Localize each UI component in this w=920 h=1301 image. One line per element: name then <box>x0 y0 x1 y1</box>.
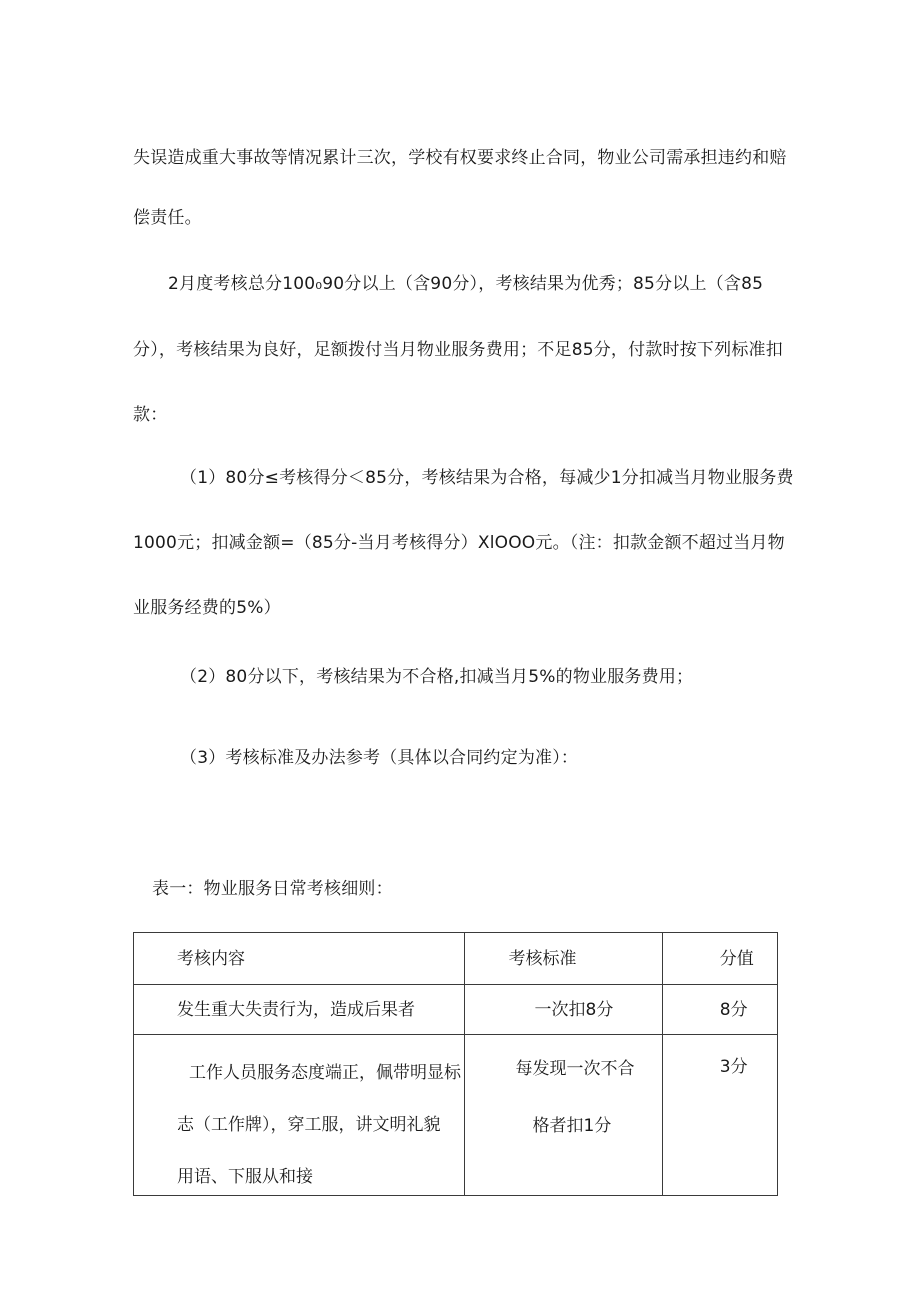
row-2-score-cell <box>662 1035 777 1196</box>
paragraph-3-line-3: 业服务经费的5%） <box>133 598 281 618</box>
header-cell-standard <box>464 933 662 985</box>
assessment-table <box>133 932 778 1196</box>
header-score-label: 分值 <box>719 949 754 969</box>
paragraph-2-line-2: 分），考核结果为良好，足额拨付当月物业服务费用；不足85分，付款时按下列标准扣 <box>133 340 783 360</box>
table-row <box>134 985 778 1035</box>
table-header-row <box>134 933 778 985</box>
table-row <box>134 1035 778 1196</box>
row-2-score: 3分 <box>719 1057 748 1077</box>
row-1-content: 发生重大失责行为，造成后果者 <box>177 1000 415 1020</box>
row-2-standard-line-2: 格者扣1分 <box>532 1116 612 1136</box>
paragraph-4-line-1: （2）80分以下，考核结果为不合格,扣减当月5%的物业服务费用； <box>180 667 694 687</box>
row-2-standard-line-1: 每发现一次不合 <box>515 1059 635 1079</box>
paragraph-1-line-1: 失误造成重大事故等情况累计三次，学校有权要求终止合同，物业公司需承担违约和赔 <box>133 148 787 168</box>
row-1-score-cell <box>662 985 777 1035</box>
row-1-standard-cell <box>464 985 662 1035</box>
header-cell-score <box>662 933 777 985</box>
row-2-content-line-2: 志（工作牌），穿工服，讲文明礼貌 <box>177 1115 441 1135</box>
row-2-content-cell <box>134 1035 465 1196</box>
paragraph-1-line-2: 偿责任。 <box>133 208 202 228</box>
paragraph-2-line-1: 2月度考核总分100₀90分以上（含90分），考核结果为优秀；85分以上（含85 <box>168 274 764 294</box>
row-1-standard: 一次扣8分 <box>534 1000 614 1020</box>
row-1-content-cell <box>134 985 465 1035</box>
paragraph-3-line-2: 1000元；扣减金额=（85分-当月考核得分）XlOOO元。（注：扣款金额不超过当月物 <box>133 533 785 553</box>
paragraph-5-line-1: （3）考核标准及办法参考（具体以合同约定为准）： <box>180 748 579 768</box>
header-cell-content <box>134 933 465 985</box>
row-2-content-line-1: 工作人员服务态度端正，佩带明显标 <box>189 1063 461 1083</box>
table-caption: 表一：物业服务日常考核细则： <box>152 879 393 899</box>
row-1-score: 8分 <box>719 1000 748 1020</box>
paragraph-2-line-3: 款： <box>133 405 168 425</box>
header-standard-label: 考核标准 <box>508 949 577 969</box>
row-2-content-line-3: 用语、下服从和接 <box>177 1167 313 1187</box>
paragraph-3-line-1: （1）80分≤考核得分＜85分，考核结果为合格，每减少1分扣减当月物业服务费 <box>180 468 794 488</box>
header-content-label: 考核内容 <box>177 949 245 969</box>
row-2-standard-cell <box>464 1035 662 1196</box>
